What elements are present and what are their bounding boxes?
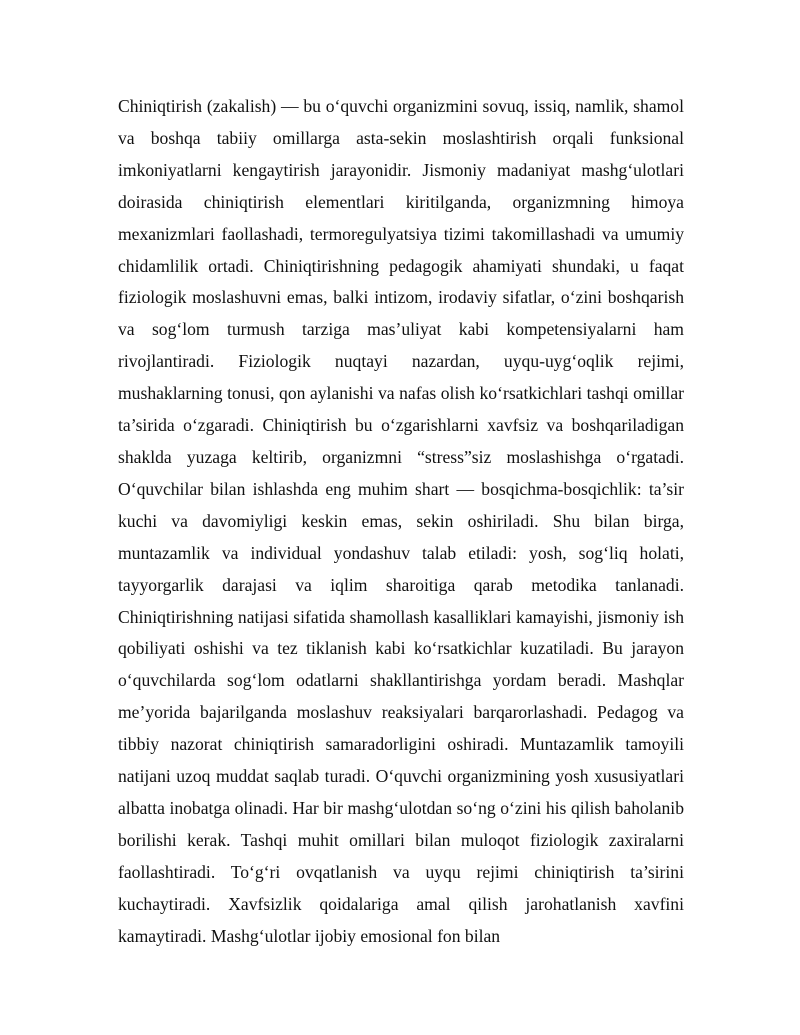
body-paragraph: Chiniqtirish (zakalish) — bu o‘quvchi organizmini sovuq, issiq, namlik, shamol va boshqa tabiiy omillarga asta-sekin moslashtirish orqali funksional imkoniyatlarni kengaytirish jarayonidir. Jismoniy madaniyat mashg‘ulotlari doirasida chiniqtirish elementlari kiritilganda, organizmning himoya mexanizmlari faollashadi, termoregulyatsiya tizimi takomillashadi va umumiy chidamlilik ortadi. Chiniqtirishning pedagogik ahamiyati shundaki, u faqat fiziologik moslashuvni emas, balki intizom, irodaviy sifatlar, o‘zini boshqarish va sog‘lom turmush tarziga mas’uliyat kabi kompetensiyalarni ham rivojlantiradi. Fiziologik nuqtayi nazardan, uyqu-uyg‘oqlik rejimi, mushaklarning tonusi, qon aylanishi va nafas olish ko‘rsatkichlari tashqi omillar ta’sirida o‘zgaradi. Chiniqtirish bu o‘zgarishlarni xavfsiz va boshqariladigan shaklda yuzaga keltirib, organizmni “stress”siz moslashishga o‘rgatadi. O‘quvchilar bilan ishlashda eng muhim shart — bosqichma-bosqichlik: ta’sir kuchi va davomiyligi keskin emas, sekin oshiriladi. Shu bilan birga, muntazamlik va individual yondashuv talab etiladi: yosh, sog‘liq holati, tayyorgarlik darajasi va iqlim sharoitiga qarab metodika tanlanadi. Chiniqtirishning natijasi sifatida shamollash kasalliklari kamayishi, jismoniy ish qobiliyati oshishi va tez tiklanish kabi ko‘rsatkichlar kuzatiladi. Bu jarayon o‘quvchilarda sog‘lom odatlarni shakllantirishga yordam beradi. Mashqlar me’yorida bajarilganda moslashuv reaksiyalari barqarorlashadi. Pedagog va tibbiy nazorat chiniqtirish samaradorligini oshiradi. Muntazamlik tamoyili natijani uzoq muddat saqlab turadi. O‘quvchi organizmining yosh xususiyatlari albatta inobatga olinadi. Har bir mashg‘ulotdan so‘ng o‘zini his qilish baholanib borilishi kerak. Tashqi muhit omillari bilan muloqot fiziologik zaxiralarni faollashtiradi. To‘g‘ri ovqatlanish va uyqu rejimi chiniqtirish ta’sirini kuchaytiradi. Xavfsizlik qoidalariga amal qilish jarohatlanish xavfini kamaytiradi. Mashg‘ulotlar ijobiy emosional fon bilan xyxy=(118,96,684,946)
